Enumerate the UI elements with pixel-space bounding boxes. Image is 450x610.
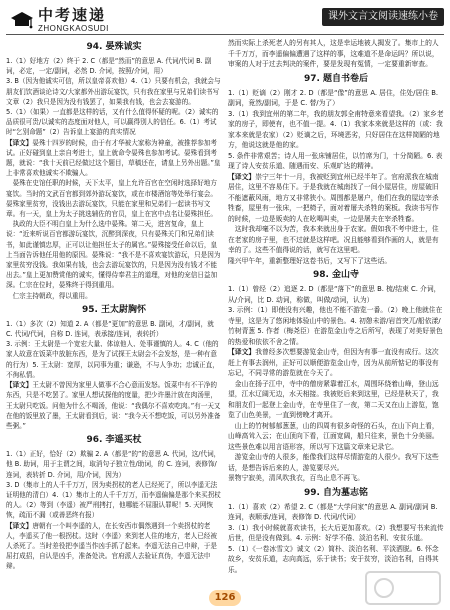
- translation-tag: 【译文】: [6, 521, 33, 530]
- answer-paragraph: [6, 480, 222, 521]
- answer-paragraph: [6, 521, 222, 572]
- paragraph-text: 景物宁寂美，清风吹我衣，百鸟止息不再飞。: [228, 474, 364, 482]
- paragraph-text: 然而实际上杀死老人的另有其人，这是幸运地被人揭发了。集市上的人千千万万，而李遥偏偏遭遇了这样的事，这难道不是命运吗？所以说，审案的人对于过去判决的案件，要是发现有冤情，一定要重新审查。: [228, 39, 439, 68]
- answer-paragraph: [228, 284, 444, 305]
- answer-paragraph: [6, 380, 222, 431]
- paragraph-text: 1.（1）正好，恰好（2）欺骗 2. A（都是“的”的意思 A. 代词，这/代词，他 B. 助词，用于主谓之间，取消句子独立性/助词，的 C. 连词，表修饰/连词，表转折 D. 介词，用/介词，因为）: [6, 450, 221, 479]
- paragraph-text: 王太尉不曾因为家里人做事不合心意而发怒。饭菜中有不干净的东西，只是不吃罢了。家里人想试探他的度量，把少许墨汁放在肉汤里，王太尉只吃饭。问他为什么不喝汤，他说：“我偶尔不喜欢吃肉。”有一天又在他的饭里放了墨，王太尉看到后，说：“我今天不想吃饭，可以另外准备些粥。”: [6, 381, 221, 430]
- paragraph-text: 1.（1）多次（2）知道 2. A（都是“更加”的意思 B. 副词，才/副词，就 C. 代词/代词，自称 D. 连词，表承接/连词，表转折）: [6, 319, 214, 339]
- section-heading: 97. 题自书卷后: [303, 73, 369, 84]
- answer-paragraph: [228, 109, 444, 151]
- answer-paragraph: [228, 224, 444, 256]
- answer-paragraph: [228, 256, 444, 267]
- paragraph-text: 3.（1）我到宜州的第二年，我的朋友郭全甫特意来看望我。（2）家乡老家的房子，即使有，也不值一提。4.（1）我家本来就是这样的（或：我家本来就是农家）（2）贬谪之后，环境恶劣，只好居住在这样简陋的地方，他说这就是他的家。: [228, 109, 444, 149]
- section-heading: 98. 金山寺: [312, 270, 360, 280]
- paragraph-text: 晏殊十四岁的时候，由于有才华被大家称为神童，被推荐参加考试。正好碰到皇上亲自考进士，皇上就命令晏殊也参加考试。晏殊看到考题，就说：“我十天前已经做过这个题目，草稿还在，请皇上另外出题。”皇上非常喜欢他诚实不欺骗人。: [6, 138, 221, 178]
- watermark-stamp: [364, 568, 442, 608]
- paragraph-text: 3. B（因为他诚实可信，所以皇帝喜欢他）4.（1）只要有机会，我就会与朋友们饮酒谈论诗文/大家都外出游玩宴饮，只有我在家里与兄弟们读书写文章（2）我只是因为没有钱罢了，如果我有钱，也会去宴游的。: [6, 77, 221, 106]
- paragraph-text: 隆兴甲午年，重新整理好这卷书后，又写下了这些话。: [228, 256, 392, 265]
- right-column: [228, 38, 444, 575]
- paragraph-text: 3.（1）我小时候就喜欢读书，长大后更加喜欢。（2）我想要写书来流传后世，但是没有做到。4. 示例：好学不倦、淡泊名利、安贫乐道。: [228, 523, 444, 542]
- answer-paragraph: [6, 291, 222, 301]
- answer-paragraph: [6, 76, 222, 107]
- paragraph-text: 5.（1）（如果）一直都是这样的话，又有什么值得怀疑的呢。（2）诚实的品质很可贵/以诚实的态度面对他人，可以赢得别人的信任。6.（1）考试时“乞别命题”（2）告诉皇上宴游的真实情况: [6, 108, 219, 137]
- answer-paragraph: [228, 421, 444, 453]
- paragraph-text: 1.（1）曾经（2）追逐 2. D（都是“落下”的意思 B. 梳/结束 C. 介词，从/介词，比 D. 动词，称做，叫做/动词，认为）: [228, 285, 441, 304]
- paragraph-text: 这时我却毫不以为苦，我本来就出身于农家。假如我不考中进士，住在老家的房子里，也不过就是这样吧。况且能够看到作画的人，就是有幸的了。这些不值得说的话，就写在这里吧。: [228, 225, 439, 254]
- answer-paragraph: [228, 452, 444, 473]
- header-rule: [6, 34, 444, 35]
- page-footer: [0, 588, 450, 610]
- paragraph-text: 5. 条件非常艰苦；诗人用一张床铺居住，以竹席为门，十分简陋。6. 表现了诗人安贫乐道、随遇而安、乐观旷达的精神。: [228, 151, 443, 170]
- answer-paragraph: [6, 178, 222, 219]
- translation-tag: 【译文】: [6, 381, 33, 390]
- answer-paragraph: [6, 449, 222, 480]
- section-heading: 94. 晏殊诚实: [86, 42, 142, 52]
- translation-tag: 【译文】: [228, 172, 256, 181]
- answer-paragraph: [6, 138, 222, 179]
- answer-paragraph: [228, 38, 444, 70]
- paragraph-text: 唐朝有一个叫李遥的人，在长安西市偶然遇到一个卖拐杖的老人，李遥买了他一根拐杖。这时（李遥）来到老人住的地方，老人已经被人杀死了。当时差役把李遥当作凶手抓了起来。李遥无法自己申辩，于是屈打成招，自认是凶手，准备处决。官府派人去验证真伪，李遥无法申辩。: [6, 521, 217, 571]
- answer-paragraph: [228, 347, 444, 379]
- paragraph-text: 3. D（集市上的人千千万万，因为卖拐杖的老人已经死了，所以李遥无法证明他的清白）4.（1）集市上的人千千万万，而李遥偏偏是那个来买拐杖的人。（2）等到（李遥）被严刑拷打，他哪能不屈服认罪呢！5. 天网恢恢，疏而不漏（或善恶终有报）: [6, 480, 221, 520]
- paragraph-text: 3. 示例：（1）即使没有兴趣，他也不能不游览一番。（2）晚上他就住在寺里，这是为了悠闲地体验山中的景色。4. 初憩未游/岩首突兀/船依漾/竹树青葱 5. 作者（梅尧臣）在游览金山寺之后所写，表现了对美好景色的热爱和依依不舍之情。: [228, 306, 443, 346]
- answer-paragraph: [6, 339, 222, 380]
- paragraph-text: 1.（1）好地方（2）终于 2. C（都是“然而”的意思 A. 代词/代词 B. 副词，必定，一定/副词，必然 D. 介词，按照/介词，用）: [6, 57, 212, 76]
- paragraph-text: 1.（1）喜欢（2）希望 2. C（都是“大学问家”的意思 A. 副词/副词 B. 连词，表顺承/连词，表修饰 D. 代词/代词）: [228, 502, 438, 521]
- paragraph-text: 游览金山寺的人很多，能像我们这样尽情游览的人很少。我写下这些话，是想告诉后来的人，游览要尽兴。: [228, 453, 439, 472]
- paragraph-text: 5.（1）《一卷冰雪文》诚文（2）简朴、淡泊名利、平淡洒脱。6. 怀念故乡，安贫乐道，志向高远，乐于读书；安于贫穷，淡泊名利，自得其乐。: [228, 544, 439, 574]
- page-number: 126: [209, 590, 241, 606]
- logo-chinese: 中考速递: [38, 6, 107, 24]
- translation-tag: 【译文】: [6, 138, 33, 147]
- section-heading: 95. 王太尉胸怀: [81, 304, 147, 315]
- graduation-cap-icon: [10, 10, 34, 32]
- answer-paragraph: [228, 502, 444, 523]
- section-heading: 96. 李遥买杖: [86, 435, 142, 446]
- paragraph-text: 晏殊在史馆任职的时候，天下太平，皇上允许百官在空闲时选择好地方宴饮。当时的文武百官都到郊外游玩宴饮，或在市楼酒馆等处举行宴会。晏殊家里贫穷，没钱出去游玩宴饮，只能在家里和兄弟们一起读书写文章。有一天，皇上为太子挑选辅佐的官员，皇上在宫中点名让晏殊担任。: [6, 179, 217, 219]
- answer-paragraph: [228, 151, 444, 172]
- paragraph-text: 山上的竹树郁郁葱葱，山的四周有很多奇怪的石头，在山下向上看，山峰高耸入云；在山顶向下看，江面宽阔，船只往来，景色十分美丽。这些景色难以用言语形容，所以写下这篇文章来记录它。: [228, 421, 439, 451]
- paragraph-text: 崇宁三年十一月，我被贬到宜州已经半年了。官府派我在城南居住，这里不容易住下。于是我就在城南找了一间小屋居住，房屋破旧不能遮蔽风雨，地方又非常狭小。周围都是屠户，他们在我的屋边宰杀牲畜，屋里有一张床，一把椅子，面对着屠夫杀牲的案板。我读书写作的时候，一边是贩卖的人在吆喝叫卖，一边是屠夫在宰杀牲畜。: [228, 172, 439, 223]
- logo-english: ZHONGKAOSUDI: [38, 24, 109, 33]
- translation-tag: 【译文】: [228, 348, 256, 356]
- answer-paragraph: [228, 172, 444, 225]
- answer-paragraph: [228, 523, 444, 544]
- paragraph-text: 我曾经多次想要游览金山寺，但因为有事一直没有成行。这次赶上有事去润州，正好可以顺便游览金山寺，因为从前所惦记的事没有忘记，不同寻常的游览就在今天了。: [228, 348, 439, 377]
- paragraph-text: 仁宗主持朝政，得以重用。: [12, 291, 92, 300]
- answer-paragraph: [228, 379, 444, 421]
- paragraph-text: 执政的大臣不明白皇上为什么选中晏殊。第二天，进宫复命，皇上说：“近来听说百官都游玩宴饮，沉醉到深夜，只有晏殊关门和兄弟们读书，如此谨慎忠厚，正可以让他担任太子的属官。”晏殊接受任命以后，皇上当面告诉他任用他的原因。晏殊说：“我不是不喜欢宴饮游玩，只是因为家里贫穷没钱。我如果有钱，也会去游玩宴饮的，只是因为没有钱才不能出去。”皇上更加赞赏他的诚实，懂得侍奉君主的道理，对他的宠信日益加深。仁宗在位时，晏殊终于得到重用。: [6, 220, 221, 290]
- answer-paragraph: [228, 473, 444, 484]
- answer-paragraph: [6, 219, 222, 290]
- series-title: 课外文言文阅读速练小卷: [322, 8, 444, 26]
- answer-paragraph: [228, 88, 444, 109]
- answer-paragraph: [6, 56, 222, 76]
- left-column: [6, 38, 222, 572]
- answer-paragraph: [228, 305, 444, 347]
- answer-paragraph: [6, 319, 222, 339]
- paragraph-text: 1.（1）贬谪（2）刚才 2. D（都是“像”的意思 A. 居住，住处/居住 B. 副词，竟然/副词，于是 C. 替/为了）: [228, 88, 439, 107]
- paragraph-text: 3. 示例：王太尉是一个宽宏大量、体谅他人、处事谨慎的人。4. C（他的家人故意在饭菜中放脏东西，是为了试探王太尉会不会发怒，是一种有意的行为）5. 王太尉：宽厚，以同事为重；谦逊，不与人争功；忠诚正直，不徇私情。: [6, 340, 219, 379]
- section-heading: 99. 自为墓志铭: [303, 487, 369, 498]
- answer-paragraph: [6, 107, 222, 138]
- paragraph-text: 金山在扬子江中，寺中的僧房紧靠着江水，周围环绕着山峰，登山远望，江水辽阔无边，水天相接。我被贬后来到这里，已经是秋天了，我和朋友们一起登上金山寺，在寺里住了一夜，第二天又在山上游览，饱览了山色美景，一直到傍晚才离开。: [228, 379, 439, 419]
